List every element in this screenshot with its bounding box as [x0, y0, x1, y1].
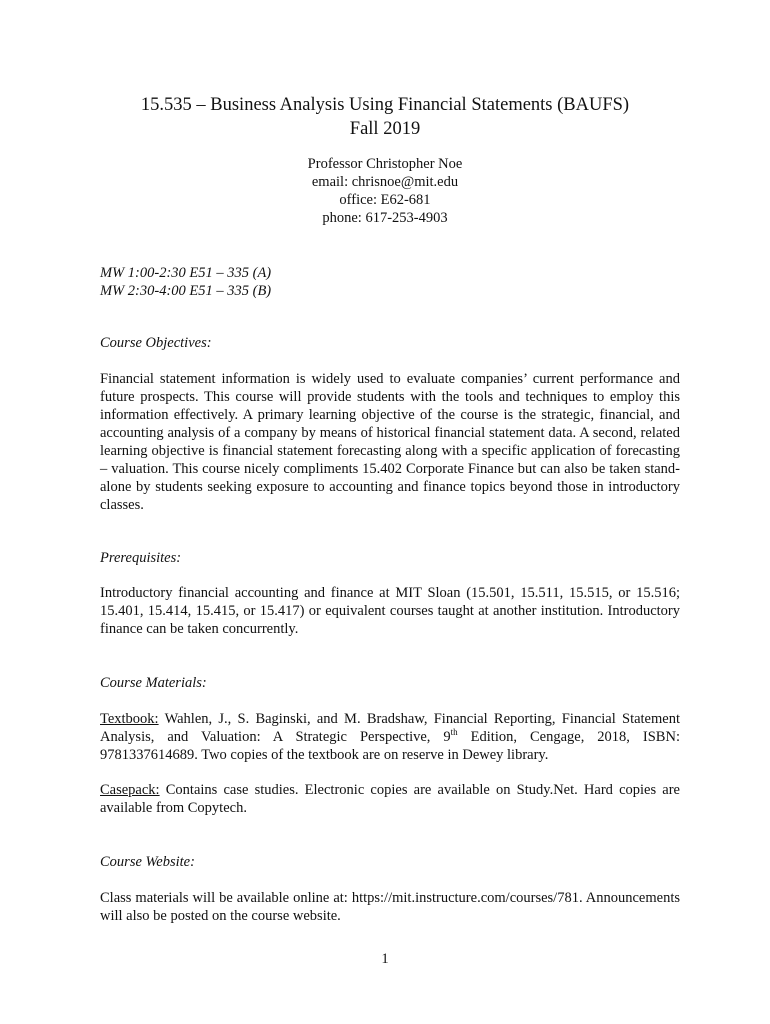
textbook-citation: Wahlen, J., S. Baginski, and M. Bradshaw, Financial Reporting, Financial Statement Analysis, and Valuation: A Strategic Perspective, 9 [100, 711, 680, 745]
professor-name: Professor Christopher Noe [307, 156, 463, 172]
materials-heading: Course Materials: [100, 675, 207, 691]
website-heading: Course Website: [100, 854, 195, 870]
professor-phone: phone: 617-253-4903 [322, 210, 448, 226]
edition-superscript: th [450, 727, 458, 738]
schedule-section-b: MW 2:30-4:00 E51 – 335 (B) [100, 283, 272, 299]
schedule-section-a: MW 1:00-2:30 E51 – 335 (A) [100, 265, 272, 281]
textbook-label: Textbook: [100, 711, 159, 727]
objectives-heading: Course Objectives: [100, 335, 212, 351]
prerequisites-paragraph: Introductory financial accounting and finance at MIT Sloan (15.501, 15.511, 15.515, or 15.516; 15.401, 15.414, 15.415, or 15.417) or equivalent courses taught at another institution. Introductory finance can be taken concurrently. [100, 585, 680, 637]
textbook-paragraph [100, 710, 680, 764]
prerequisites-heading: Prerequisites: [100, 550, 182, 566]
website-paragraph: Class materials will be available online at: https://mit.instructure.com/courses/781. Announcements will also be posted on the course website. [100, 890, 680, 924]
course-term: Fall 2019 [349, 119, 421, 139]
textbook-details: Edition, Cengage, 2018, ISBN: 9781337614689. Two copies of the textbook are on reserve in Dewey library. [100, 729, 680, 763]
casepack-paragraph [100, 781, 680, 817]
professor-office: office: E62-681 [339, 192, 431, 208]
casepack-label: Casepack: [100, 782, 160, 798]
objectives-paragraph: Financial statement information is widely used to evaluate companies’ current performance and future prospects. This course will provide students with the tools and techniques to employ this information effectively. A primary learning objective of the course is the strategic, financial, and accounting analysis of a company by means of historical financial statement data. A second, related learning objective is financial statement forecasting along with a specific application of forecasting – valuation. This course nicely compliments 15.402 Corporate Finance but can also be taken stand-alone by students seeking exposure to accounting and finance topics beyond those in introductory classes. [100, 371, 680, 513]
professor-email: email: chrisnoe@mit.edu [311, 174, 459, 190]
casepack-text: Contains case studies. Electronic copies are available on Study.Net. Hard copies are available from Copytech. [100, 782, 680, 816]
course-title: 15.535 – Business Analysis Using Financial Statements (BAUFS) [140, 95, 630, 115]
page-number: 1 [381, 951, 389, 967]
